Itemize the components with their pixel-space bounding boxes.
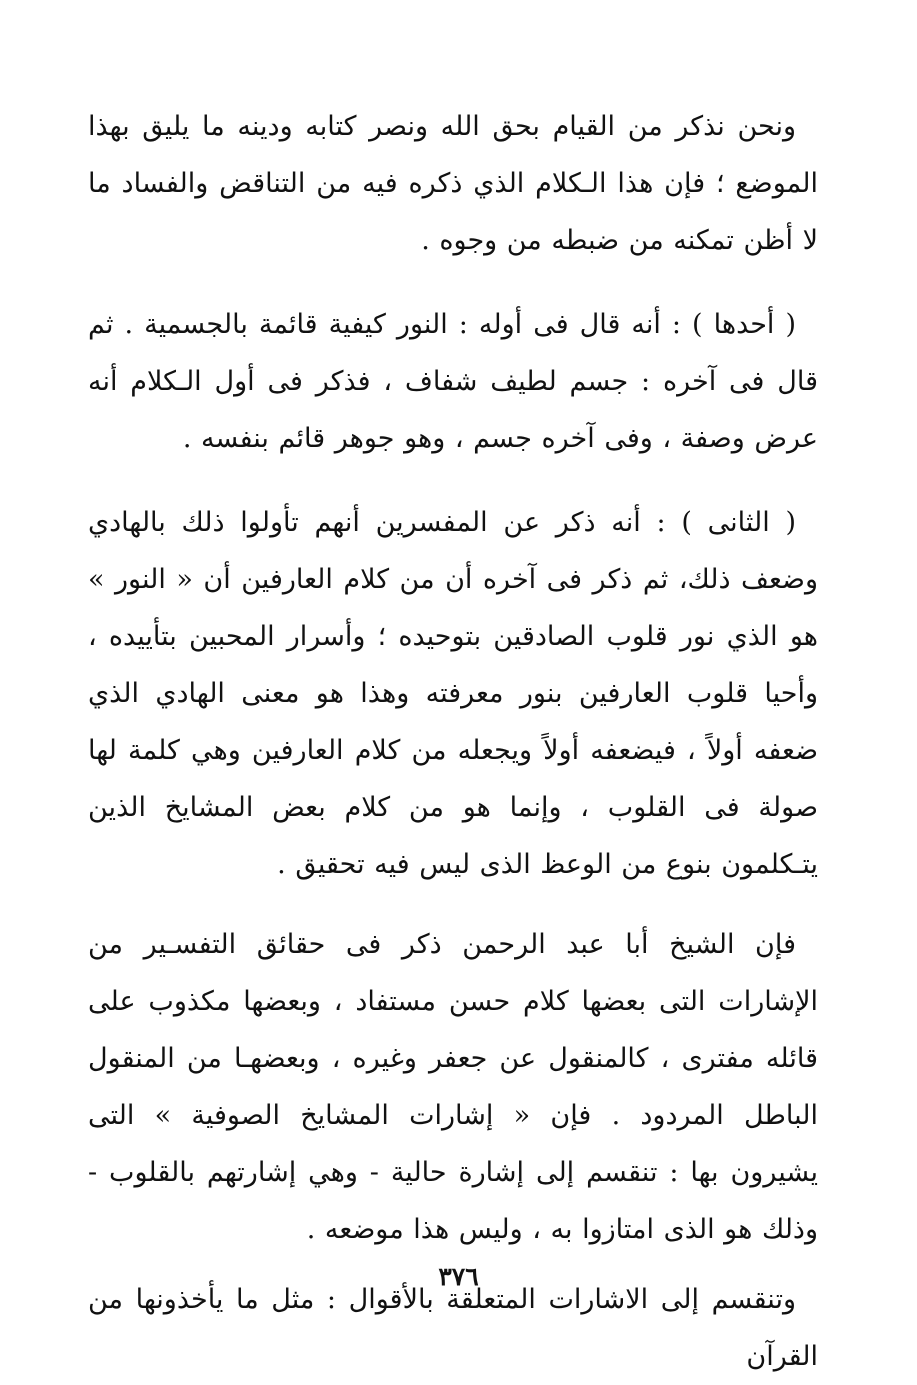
paragraph-intro: ونحن نذكر من القيام بحق الله ونصر كتابه ودينه ما يليق بهذا الموضع ؛ فإن هذا الـكلام الذي ذكره فيه من التناقض والفساد ما لا أظن تمكنه من ضبطه من وجوه .	[88, 111, 818, 256]
paragraph-verbal-signs: وتنقسم إلى الاشارات المتعلقة بالأقوال : مثل ما يأخذونها من القرآن	[88, 1284, 818, 1372]
paragraph-sufi-signs: فإن الشيخ أبا عبد الرحمن ذكر فى حقائق التفسـير من الإشارات التى بعضها كلام حسن مستفاد ، وبعضها مكذوب على قائله مفترى ، كالمنقول عن جعفر وغيره ، وبعضهـا من المنقول الباطل المردود . فإن « إشارات المشايخ الصوفية » التى يشيرون بها : تنقسم إلى إشارة حالية - وهي إشارتهم بالقلوب - وذلك هو الذى امتازوا به ، وليس هذا موضعه .	[88, 929, 818, 1245]
paragraph-first-point: ( أحدها ) : أنه قال فى أوله : النور كيفية قائمة بالجسمية . ثم قال فى آخره : جسم لطيف شفاف ، فذكر فى أول الـكلام أنه عرض وصفة ، وفى آخره جسم ، وهو جوهر قائم بنفسه .	[88, 309, 818, 454]
page-body	[88, 98, 818, 1385]
page-number: ٣٧٦	[438, 1262, 479, 1291]
paragraph-second-point: ( الثانى ) : أنه ذكر عن المفسرين أنهم تأولوا ذلك بالهادي وضعف ذلك، ثم ذكر فى آخره أن من كلام العارفين أن « النور » هو الذي نور قلوب الصادقين بتوحيده ؛ وأسرار المحبين بتأييده ، وأحيا قلوب العارفين بنور معرفته وهذا هو معنى الهادي الذي ضعفه أولاً ، فيضعفه أولاً ويجعله من كلام العارفين وهي كلمة لها صولة فى القلوب ، وإنما هو من كلام بعض المشايخ الذين يتـكلمون بنوع من الوعظ الذى ليس فيه تحقيق .	[88, 507, 818, 880]
